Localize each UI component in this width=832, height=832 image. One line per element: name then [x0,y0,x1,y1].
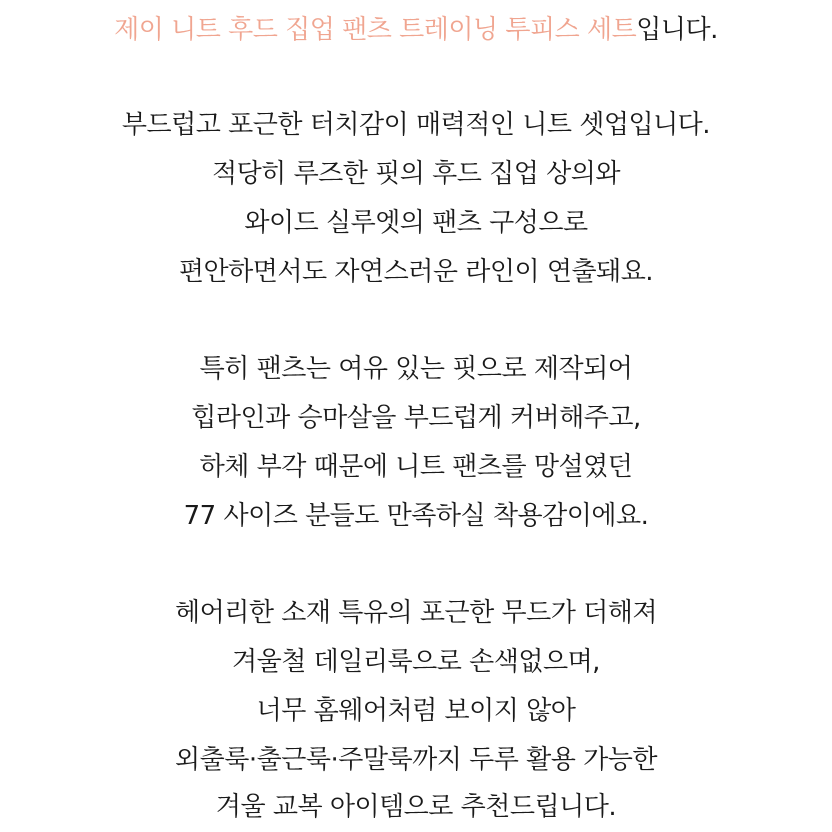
paragraph-line: 적당히 루즈한 핏의 후드 집업 상의와 [211,159,621,189]
paragraph-line: 헤어리한 소재 특유의 포근한 무드가 더해져 [175,598,657,628]
paragraph-line: 힙라인과 승마살을 부드럽게 커버해주고, [191,403,641,433]
title-suffix: 입니다. [636,15,718,45]
product-name-highlight: 제이 니트 후드 집업 팬츠 트레이닝 투피스 세트 [114,15,637,45]
paragraph-line: 겨울철 데일리룩으로 손색없으며, [232,647,600,677]
paragraph-line: 겨울 교복 아이템으로 추천드립니다. [215,792,617,822]
paragraph-line: 너무 홈웨어처럼 보이지 않아 [256,696,576,726]
paragraph-line: 하체 부각 때문에 니트 팬츠를 망설였던 [199,452,633,482]
paragraph-line: 와이드 실루엣의 팬츠 구성으로 [244,208,588,238]
paragraph-line: 부드럽고 포근한 터치감이 매력적인 니트 셋업입니다. [121,110,711,140]
paragraph-line: 특히 팬츠는 여유 있는 핏으로 제작되어 [199,354,633,384]
paragraph-line: 편안하면서도 자연스러운 라인이 연출돼요. [178,257,654,287]
paragraph-line: 77 사이즈 분들도 만족하실 착용감이에요. [183,501,649,531]
description-title [0,12,832,48]
paragraph-line: 외출룩·출근룩·주말룩까지 두루 활용 가능한 [175,745,657,775]
